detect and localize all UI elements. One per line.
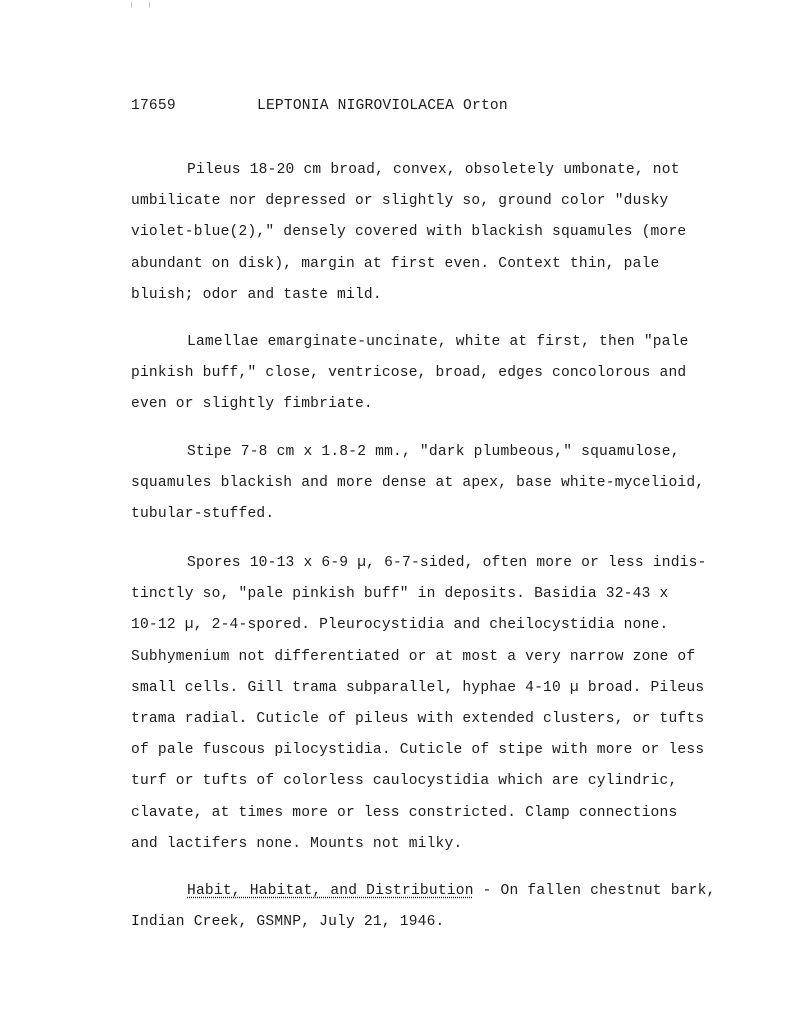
accession-number: 17659 (131, 98, 176, 114)
habit-text: - On fallen chestnut bark, (473, 883, 716, 899)
text-line: Pileus 18-20 cm broad, convex, obsoletely umbonate, not (187, 162, 680, 178)
text-line (131, 876, 716, 907)
text-line: Spores 10-13 x 6-9 µ, 6-7-sided, often more or less indis- (187, 555, 707, 571)
document-page: 17659 LEPTONIA NIGROVIOLACEA Orton Pileus 18-20 cm broad, convex, obsoletely umbonate, not umbilicate nor depressed or slightly so, ground color "dusky violet-blue(2)," densely covered with blackish squamules (more abundant on disk), margin at first even. Context thin, pale bluish; odor and taste mild. Lamellae emarginate-uncinate, white at first, then "pale pinkish buff," close, ventricose, broad, edges concolorous and even or slightly fimbriate. Stipe 7-8 cm x 1.8-2 mm., "dark plumbeous," squamulose, squamules blackish and more dense at apex, base white-mycelioid, tubular-stuffed. Spores 10-13 x 6-9 µ, 6-7-sided, often more or less indis- tinctly so, "pale pinkish buff" in deposits. Basidia 32-43 x 10-12 µ, 2-4-spored. Pleurocystidia and cheilocystidia none. Subhymenium not differentiated or at most a very narrow zone of small cells. Gill trama subparallel, hyphae 4-10 µ broad. Pileus trama radial. Cuticle of pileus with extended clusters, or tufts of pale fuscous pilocystidia. Cuticle of stipe with more or less turf or tufts of colorless caulocystidia which are cylindric, clavate, at times more or less constricted. Clamp connections and lactifers none. Mounts not milky. Habit, Habitat, and Distribution - On fallen chestnut bark, Indian Creek, GSMNP, July 21, 1946. (0, 0, 800, 1035)
scan-artifact (149, 2, 150, 8)
scan-artifact (131, 2, 132, 8)
text-line: Lamellae emarginate-uncinate, white at first, then "pale (187, 334, 689, 350)
habit-heading: Habit, Habitat, and Distribution (187, 883, 474, 899)
specimen-header (131, 98, 508, 114)
species-name: LEPTONIA NIGROVIOLACEA Orton (257, 98, 508, 114)
text-line: Stipe 7-8 cm x 1.8-2 mm., "dark plumbeous," squamulose, (187, 444, 680, 460)
